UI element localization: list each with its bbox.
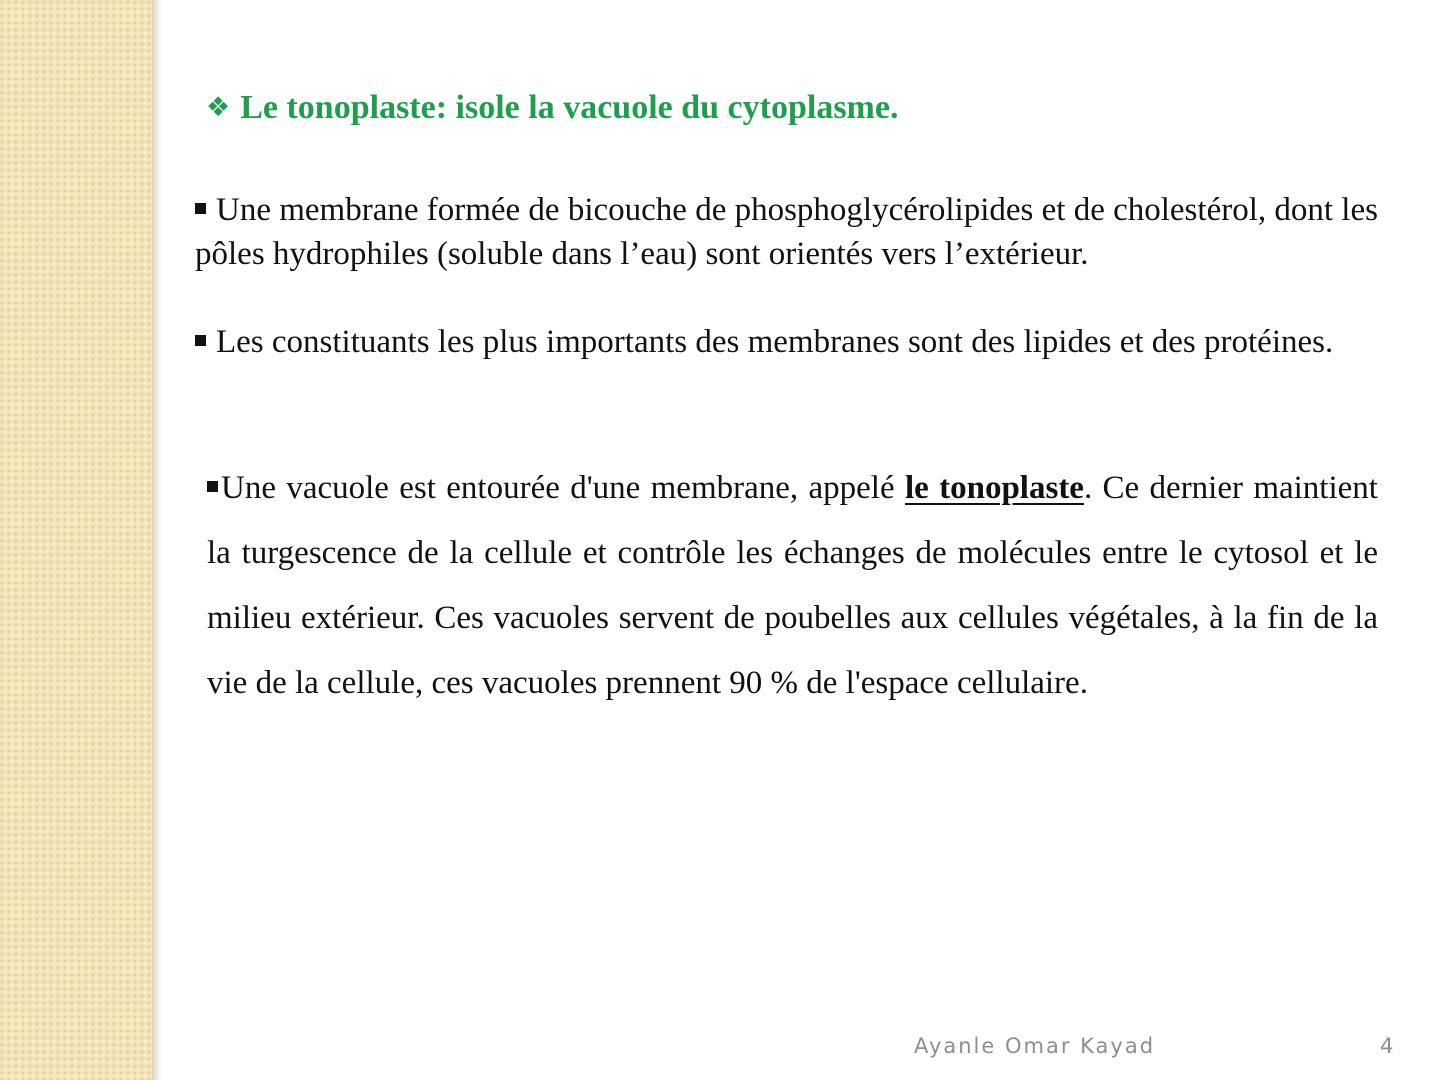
square-bullet-icon bbox=[195, 335, 206, 346]
bullet-paragraph-vacuole bbox=[207, 456, 1378, 716]
bullet-paragraph-membrane bbox=[195, 188, 1395, 276]
side-band-shadow bbox=[152, 0, 162, 1080]
page-number: 4 bbox=[1380, 1034, 1394, 1058]
footer-author: Ayanle Omar Kayad bbox=[914, 1034, 1156, 1058]
bullet-paragraph-constituents bbox=[195, 320, 1395, 364]
square-bullet-icon bbox=[207, 481, 218, 492]
paragraph-text-before-term: Une vacuole est entourée d'une membrane, appelé bbox=[221, 470, 905, 506]
highlighted-term: le tonoplaste bbox=[904, 470, 1084, 506]
square-bullet-icon bbox=[195, 203, 206, 214]
slide-title-text: Le tonoplaste: isole la vacuole du cytoplasme. bbox=[240, 89, 899, 126]
diamond-bullet-icon: ❖ bbox=[206, 92, 231, 123]
paragraph-text: Une membrane formée de bicouche de phosphoglycérolipides et de cholestérol, dont les pôles hydrophiles (soluble dans l’eau) sont orientés vers l’extérieur. bbox=[195, 192, 1378, 272]
slide-title bbox=[206, 86, 898, 130]
paragraph-text: Les constituants les plus importants des membranes sont des lipides et des protéines. bbox=[216, 324, 1334, 360]
decorative-side-band bbox=[0, 0, 152, 1080]
paragraph-text-after-term: . Ce dernier maintient la turgescence de la cellule et contrôle les échanges de molécules entre le cytosol et le milieu extérieur. Ces vacuoles servent de poubelles aux cellules végétales, à la fin de la vie de la cellule, ces vacuoles prennent 90 % de l'espace cellulaire. bbox=[207, 470, 1378, 701]
